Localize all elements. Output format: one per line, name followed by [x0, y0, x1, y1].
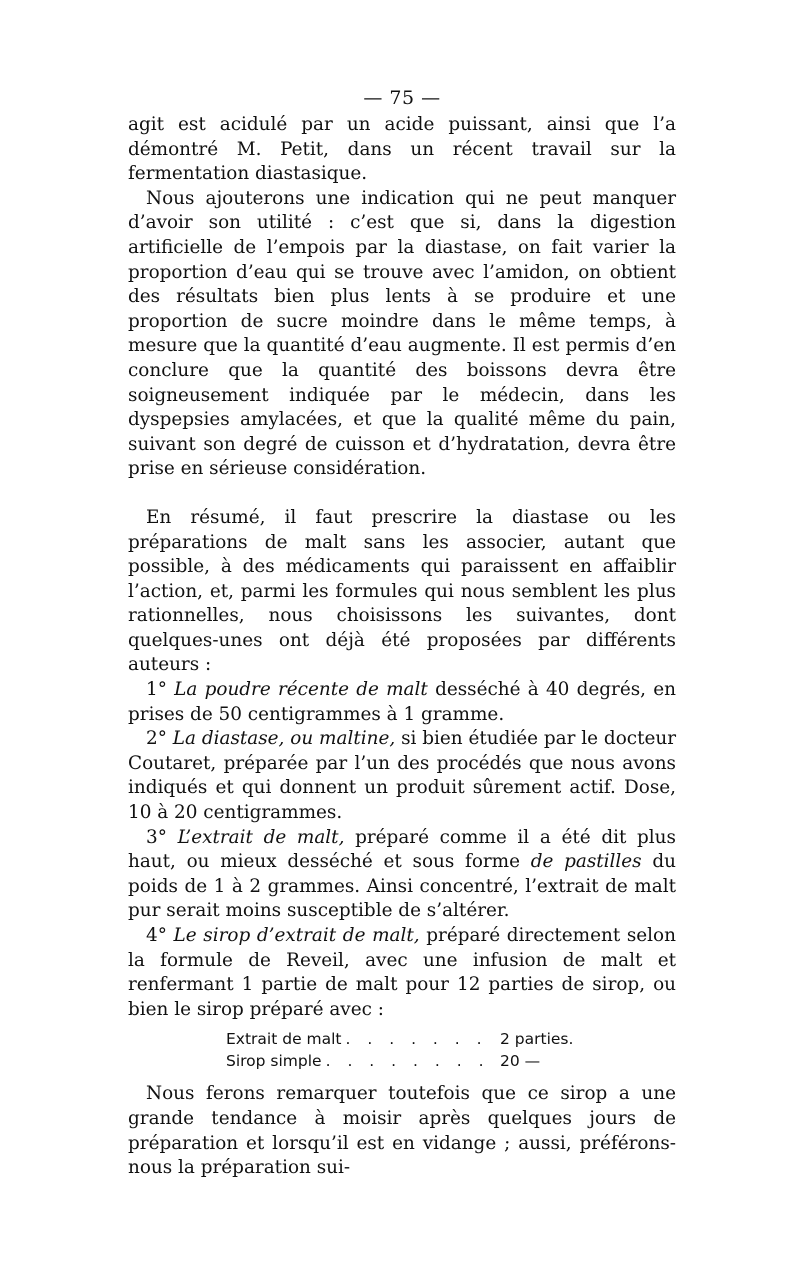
recipe-row: [226, 1050, 586, 1072]
list-item-3-text-after: du poids de 1 à 2 grammes. Ainsi concentré, l’extrait de malt pur serait moins susceptible de s’altérer.: [128, 851, 676, 922]
list-item-2-title: La diastase, ou maltine,: [172, 728, 396, 750]
list-item-4: [128, 924, 676, 1022]
paragraph-closing: Nous ferons remarquer toutefois que ce sirop a une grande tendance à moisir après quelques jours de préparation et lorsqu’il est en vidange ; aussi, préférons-nous la préparation sui-: [128, 1083, 676, 1179]
list-item-1: [128, 678, 676, 727]
book-page: [128, 86, 676, 1181]
recipe-leader-dots: [342, 1028, 500, 1050]
list-item-1-number: 1°: [146, 679, 167, 701]
recipe-ingredient: Extrait de malt: [226, 1030, 342, 1049]
recipe-quantity: 20 —: [500, 1052, 541, 1071]
list-item-2-text: si bien étudiée par le docteur Coutaret, préparée par l’un des procédés que nous avons indiqués et qui donnent un produit sûrement actif. Dose, 10 à 20 centigrammes.: [128, 728, 676, 824]
recipe-table: [226, 1028, 676, 1072]
list-item-2-number: 2°: [146, 728, 167, 750]
list-item-3-inline-title: de pastilles: [530, 851, 642, 873]
list-item-4-title: Le sirop d’extrait de malt,: [173, 925, 420, 946]
recipe-ingredient: Sirop simple: [226, 1052, 322, 1071]
paragraph-summary: En résumé, il faut prescrire la diastase ou les préparations de malt sans les associer, autant que possible, à des médicaments qui paraissent en affaiblir l’action, et, parmi les formules qui nous semblent les plus rationnelles, nous choisissons les suivantes, dont quelques-unes ont déjà été proposées par différents auteurs :: [128, 506, 676, 676]
list-item-3-number: 3°: [146, 826, 167, 848]
page-number: — 75 —: [363, 87, 441, 109]
list-item-2: [128, 727, 676, 825]
list-item-3-title: L’extrait de malt,: [177, 826, 345, 848]
list-item-4-number: 4°: [146, 925, 167, 946]
paragraph-continuation: agit est acidulé par un acide puissant, ainsi que l’a démontré M. Petit, dans un récent travail sur la fermentation diastasique.: [128, 114, 676, 185]
recipe-leader-dots: [322, 1050, 500, 1072]
list-item-1-title: La poudre récente de malt: [174, 679, 428, 701]
list-item-4-text: préparé directement selon la formule de Reveil, avec une infusion de malt et renfermant 1 partie de malt pour 12 parties de sirop, ou bien le sirop préparé avec :: [128, 925, 676, 1020]
list-item-3-text-before: préparé comme il a été dit plus haut, ou mieux desséché et sous forme: [128, 826, 676, 873]
recipe-quantity: 2 parties.: [500, 1030, 574, 1049]
paragraph-indication: Nous ajouterons une indication qui ne peut manquer d’avoir son utilité : c’est que si, dans la digestion artificielle de l’empois par la diastase, on fait varier la proportion d’eau qui se trouve avec l’amidon, on obtient des résultats bien plus lents à se produire et une proportion de sucre moindre dans le même temps, à mesure que la quantité d’eau augmente. Il est permis d’en conclure que la quantité des boissons devra être soigneusement indiquée par le médecin, dans les dyspepsies amylacées, et que la qualité même du pain, suivant son degré de cuisson et d’hydratation, devra être prise en sérieuse considération.: [128, 187, 676, 480]
list-item-3: [128, 826, 676, 924]
recipe-row: [226, 1028, 586, 1050]
list-item-1-text: desséché à 40 degrés, en prises de 50 centigrammes à 1 gramme.: [128, 679, 676, 725]
